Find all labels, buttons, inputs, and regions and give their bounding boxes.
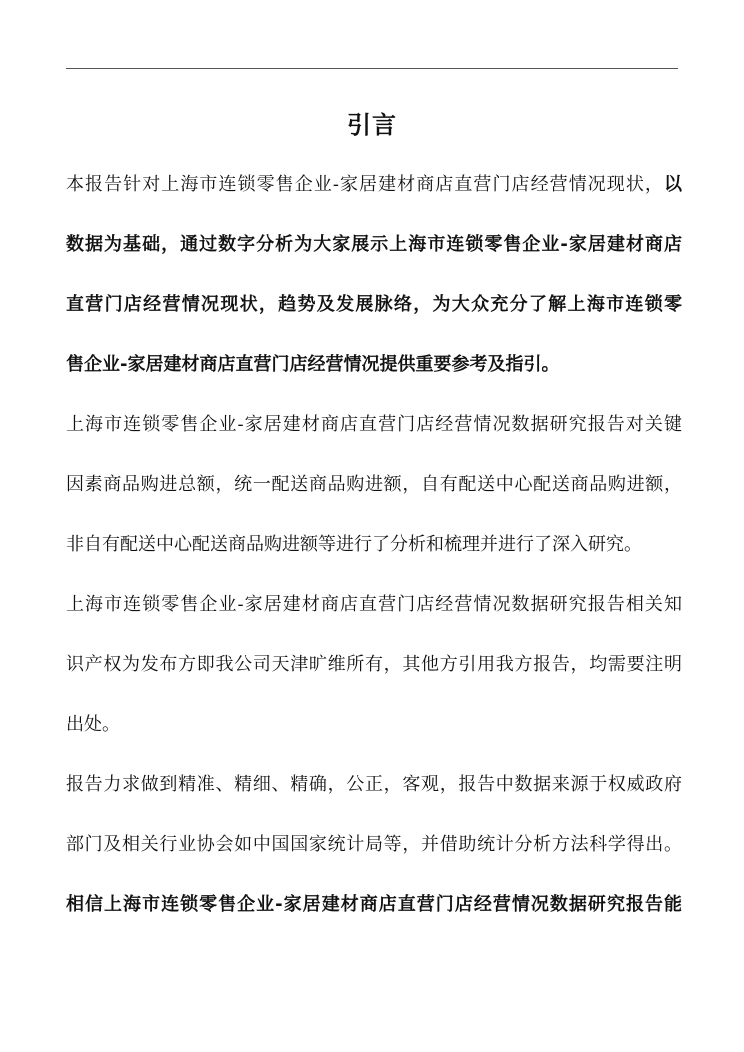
text-line-5: 上海市连锁零售企业-家居建材商店直营门店经营情况数据研究报告对关键 <box>66 414 682 435</box>
line-1-bold: 以 <box>664 174 682 195</box>
text-line-3: 直营门店经营情况现状，趋势及发展脉络，为大众充分了解上海市连锁零 <box>66 294 682 315</box>
text-line-8: 上海市连锁零售企业-家居建材商店直营门店经营情况数据研究报告相关知 <box>66 594 682 615</box>
text-line-1 <box>66 172 682 198</box>
line-1-plain: 本报告针对上海市连锁零售企业-家居建材商店直营门店经营情况现状， <box>66 174 664 195</box>
text-line-10: 出处。 <box>66 714 120 735</box>
text-line-11: 报告力求做到精准、精细、精确，公正，客观，报告中数据来源于权威政府 <box>66 774 682 795</box>
text-line-6: 因素商品购进总额，统一配送商品购进额，自有配送中心配送商品购进额， <box>66 474 682 495</box>
page-title: 引言 <box>347 111 397 139</box>
text-line-2: 数据为基础，通过数字分析为大家展示上海市连锁零售企业-家居建材商店 <box>66 234 682 255</box>
text-line-12: 部门及相关行业协会如中国国家统计局等，并借助统计分析方法科学得出。 <box>66 834 682 855</box>
header-rule <box>66 68 678 69</box>
text-line-9: 识产权为发布方即我公司天津旷维所有，其他方引用我方报告，均需要注明 <box>66 654 682 675</box>
text-line-7: 非自有配送中心配送商品购进额等进行了分析和梳理并进行了深入研究。 <box>66 534 642 555</box>
text-line-13: 相信上海市连锁零售企业-家居建材商店直营门店经营情况数据研究报告能 <box>66 894 682 915</box>
text-line-4: 售企业-家居建材商店直营门店经营情况提供重要参考及指引。 <box>66 354 560 375</box>
